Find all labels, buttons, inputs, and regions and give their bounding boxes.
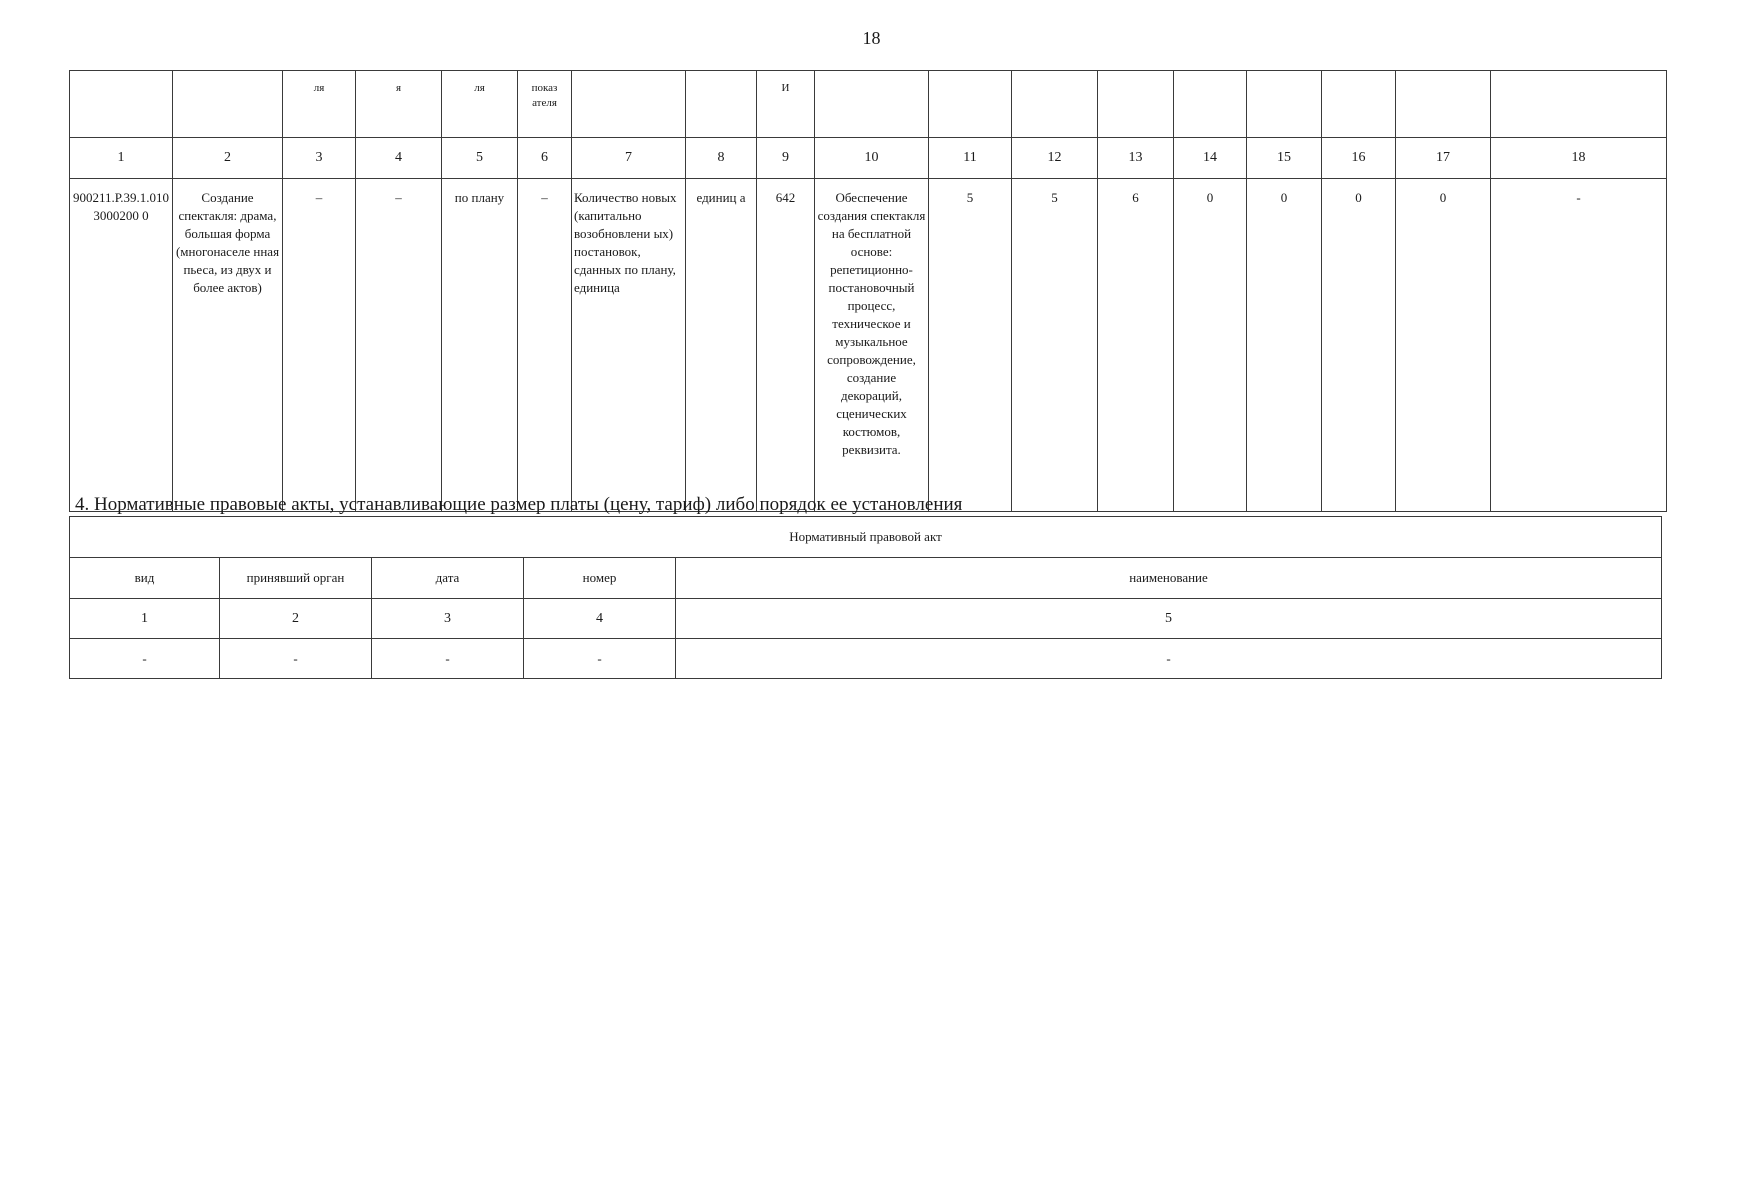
indicator-name-cell: Количество новых (капитально возобновлени ых) постановок, сданных по плану, единица [572,179,686,512]
service-volume-table [69,70,1667,512]
header-cell [1012,71,1098,138]
header-cell: показ ателя [518,71,572,138]
header-cell [1098,71,1174,138]
header-cell [1322,71,1396,138]
value-cell: 6 [1098,179,1174,512]
value-cell: 0 [1396,179,1491,512]
column-number: 5 [676,599,1662,639]
column-number: 8 [686,138,757,179]
value-cell: 0 [1322,179,1396,512]
column-number: 18 [1491,138,1667,179]
header-cell: ля [283,71,356,138]
column-number-row [70,138,1667,179]
table-cell: - [524,639,676,679]
column-number: 15 [1247,138,1322,179]
column-number: 6 [518,138,572,179]
column-number: 12 [1012,138,1098,179]
column-number: 1 [70,599,220,639]
column-number: 14 [1174,138,1247,179]
registry-number-cell: 900211.Р.39.1.0103000200 0 [70,179,173,512]
header-cell [1396,71,1491,138]
value-cell: 5 [1012,179,1098,512]
value-cell: - [1491,179,1667,512]
table-cell: по плану [442,179,518,512]
value-cell: 0 [1247,179,1322,512]
table-caption: Нормативный правовой акт [70,517,1662,558]
section-heading: 4. Нормативные правовые акты, устанавливающие размер платы (цену, тариф) либо порядок ее установления [75,494,963,515]
service-content-cell: Создание спектакля: драма, большая форма (многонаселе нная пьеса, из двух и более актов) [173,179,283,512]
header-cell: наименование [676,558,1662,599]
header-cell [70,71,173,138]
table-header-row [70,558,1662,599]
header-cell: принявший орган [220,558,372,599]
column-number: 10 [815,138,929,179]
column-number: 16 [1322,138,1396,179]
column-number-row [70,599,1662,639]
header-cell [686,71,757,138]
page-number: 18 [862,28,881,48]
column-number: 3 [283,138,356,179]
table-row [70,179,1667,512]
table-caption-row [70,517,1662,558]
header-cell [572,71,686,138]
column-number: 2 [220,599,372,639]
table-cell: - [372,639,524,679]
column-number: 1 [70,138,173,179]
table-cell: - [220,639,372,679]
column-number: 9 [757,138,815,179]
column-number: 4 [524,599,676,639]
table-row [70,639,1662,679]
header-cell [173,71,283,138]
table-cell: - [70,639,220,679]
column-number: 4 [356,138,442,179]
table-cell: – [356,179,442,512]
header-cell: ля [442,71,518,138]
column-number: 13 [1098,138,1174,179]
header-cell: дата [372,558,524,599]
okei-code-cell: 642 [757,179,815,512]
unit-cell: единиц а [686,179,757,512]
header-cell [815,71,929,138]
table-header-row [70,71,1667,138]
column-number: 11 [929,138,1012,179]
column-number: 7 [572,138,686,179]
header-cell: вид [70,558,220,599]
column-number: 5 [442,138,518,179]
column-number: 2 [173,138,283,179]
header-cell: И [757,71,815,138]
header-cell: я [356,71,442,138]
header-cell: номер [524,558,676,599]
value-cell: 0 [1174,179,1247,512]
description-cell: Обеспечение создания спектакля на бесплатной основе: репетиционно-постановочный процесс, техническое и музыкальное сопровождение, создание декораций, сценических костюмов, реквизита. [815,179,929,512]
header-cell [1491,71,1667,138]
header-cell [1247,71,1322,138]
table-cell: - [676,639,1662,679]
table-cell: – [518,179,572,512]
column-number: 3 [372,599,524,639]
header-cell [929,71,1012,138]
regulatory-acts-table [69,516,1662,679]
column-number: 17 [1396,138,1491,179]
header-cell [1174,71,1247,138]
value-cell: 5 [929,179,1012,512]
table-cell: – [283,179,356,512]
